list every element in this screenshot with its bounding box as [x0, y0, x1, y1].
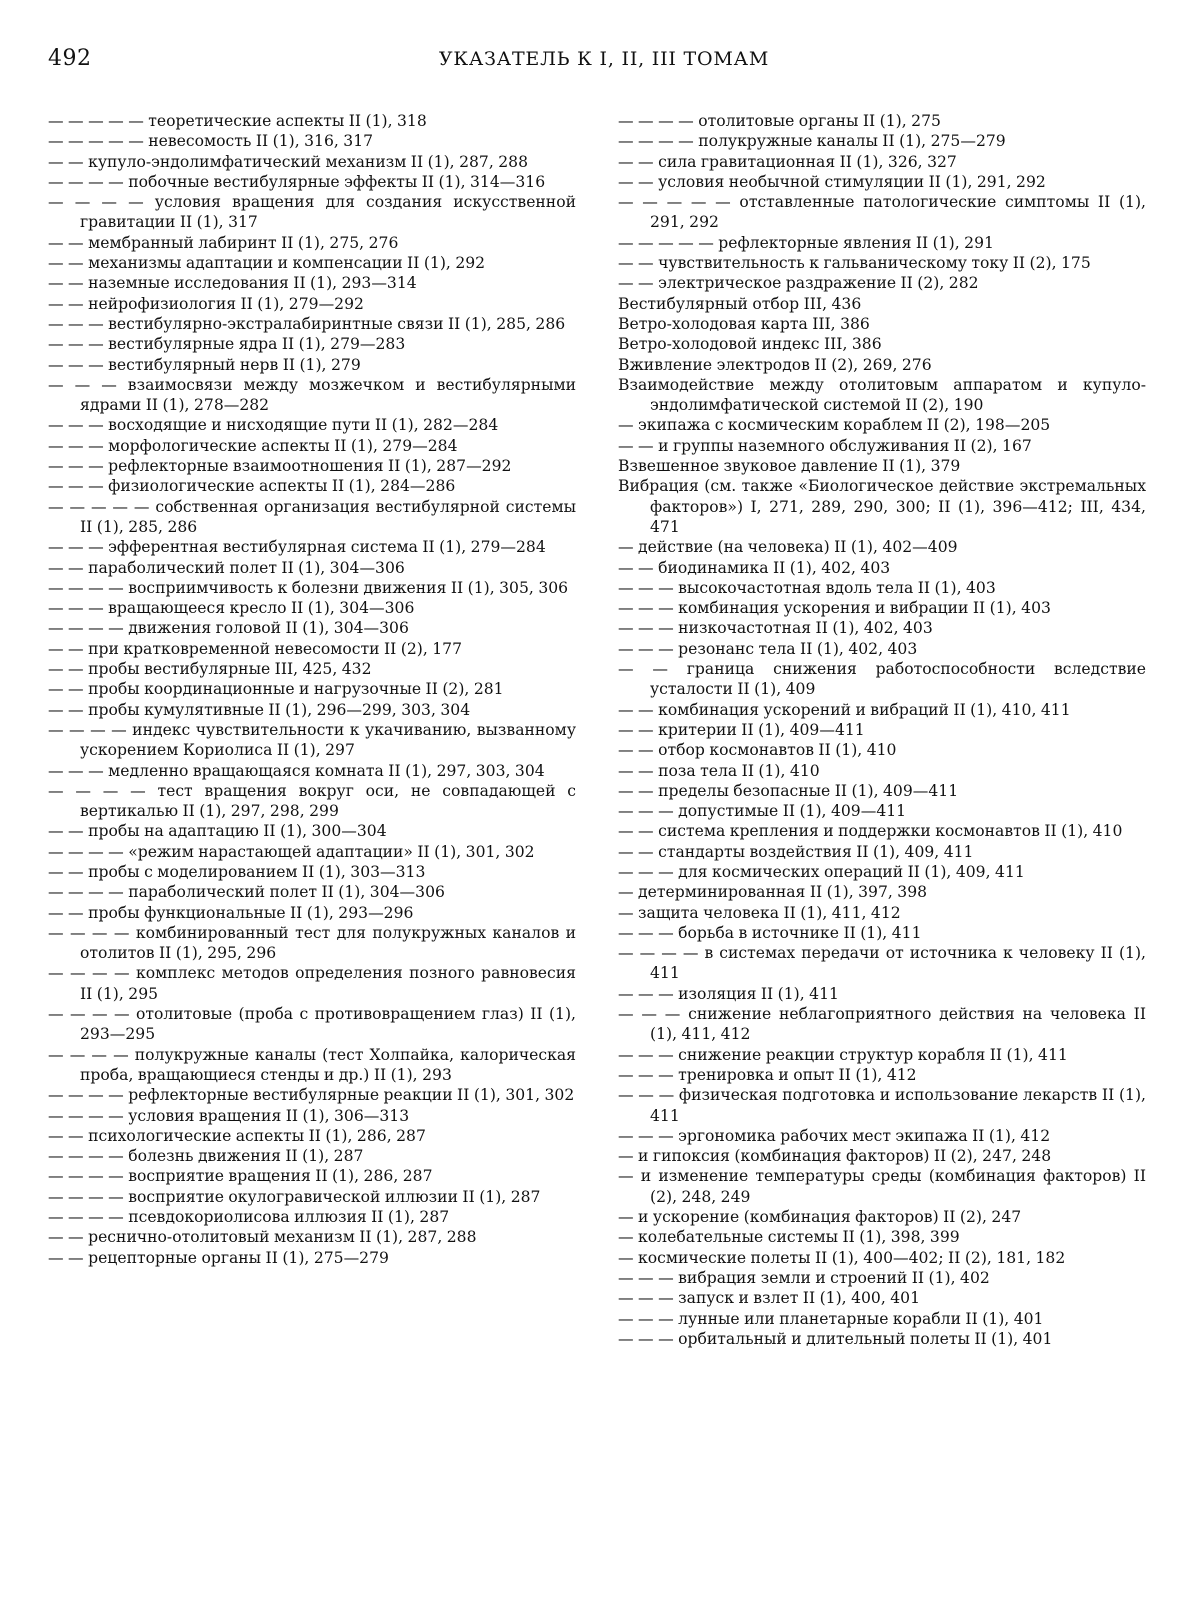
index-entry: — — — — полукружные каналы (тест Холпайка, калорическая проба, вращающиеся стенды и др.) II (1), 293: [48, 1045, 576, 1084]
index-entry: — — биодинамика II (1), 402, 403: [618, 558, 891, 577]
index-entry: Ветро-холодовая карта III, 386: [618, 314, 870, 333]
index-entry: — — — — восприятие вращения II (1), 286, 287: [48, 1167, 433, 1186]
index-entry: — — — вестибулярные ядра II (1), 279—283: [48, 335, 406, 354]
index-entry: — — — снижение реакции структур корабля II (1), 411: [618, 1045, 1068, 1064]
index-entry: — — — — — отставленные патологические симптомы II (1), 291, 292: [618, 193, 1146, 232]
index-entry: — — — тренировка и опыт II (1), 412: [618, 1065, 917, 1084]
index-entry: — — — вестибулярно-экстралабиринтные связи II (1), 285, 286: [48, 314, 566, 333]
index-entry: — — пробы на адаптацию II (1), 300—304: [48, 822, 387, 841]
index-entry: — — — рефлекторные взаимоотношения II (1), 287—292: [48, 457, 512, 476]
index-entry: — — — лунные или планетарные корабли II (1), 401: [618, 1309, 1044, 1328]
index-entry: — — — — условия вращения II (1), 306—313: [48, 1106, 410, 1125]
index-entry: — — — вестибулярный нерв II (1), 279: [48, 355, 361, 374]
index-entry: Вестибулярный отбор III, 436: [618, 294, 862, 313]
index-entry: — — — — — рефлекторные явления II (1), 291: [618, 233, 994, 252]
index-entry: — — — взаимосвязи между мозжечком и вестибулярными ядрами II (1), 278—282: [48, 375, 576, 415]
index-entry: — — пробы функциональные II (1), 293—296: [48, 903, 414, 922]
index-entry: — — чувствительность к гальваническому току II (2), 175: [618, 254, 1091, 273]
index-entry: — — — — — теоретические аспекты II (1), 318: [48, 112, 427, 130]
index-entry: — колебательные системы II (1), 398, 399: [618, 1228, 960, 1247]
index-entry: — — — борьба в источнике II (1), 411: [618, 923, 922, 942]
index-entry: — — механизмы адаптации и компенсации II (1), 292: [48, 254, 486, 273]
index-entry: — — — для космических операций II (1), 409, 411: [618, 862, 1025, 881]
index-entry: — — — — в системах передачи от источника к человеку II (1), 411: [618, 944, 1146, 983]
index-entry: — — и группы наземного обслуживания II (2), 167: [618, 436, 1032, 455]
index-entry: — и ускорение (комбинация факторов) II (2), 247: [618, 1208, 1022, 1227]
index-entry: — — — — болезнь движения II (1), 287: [48, 1147, 364, 1166]
index-entry: — детерминированная II (1), 397, 398: [618, 883, 928, 902]
index-entry: — — сила гравитационная II (1), 326, 327: [618, 152, 957, 171]
index-entry: — — — физическая подготовка и использование лекарств II (1), 411: [618, 1086, 1146, 1125]
index-entry: — — нейрофизиология II (1), 279—292: [48, 294, 364, 313]
index-entry: — — пределы безопасные II (1), 409—411: [618, 781, 959, 800]
index-entry: — — — восходящие и нисходящие пути II (1), 282—284: [48, 416, 499, 435]
index-entry: — защита человека II (1), 411, 412: [618, 903, 901, 922]
index-entry: — — — высокочастотная вдоль тела II (1), 403: [618, 578, 996, 597]
index-entry: — — — — «режим нарастающей адаптации» II (1), 301, 302: [48, 842, 535, 861]
index-entry: — и гипоксия (комбинация факторов) II (2), 247, 248: [618, 1147, 1052, 1166]
index-entry: — — — — — собственная организация вестибулярной системы II (1), 285, 286: [48, 497, 576, 536]
index-column-right: [618, 111, 1146, 1349]
index-entry: — — наземные исследования II (1), 293—314: [48, 274, 417, 293]
index-entry: — — — изоляция II (1), 411: [618, 984, 839, 1003]
index-entry: — — критерии II (1), 409—411: [618, 720, 865, 739]
index-entry: — — — орбитальный и длительный полеты II (1), 401: [618, 1329, 1053, 1348]
index-entry: — — — морфологические аспекты II (1), 279—284: [48, 436, 458, 455]
index-entry: — — мембранный лабиринт II (1), 275, 276: [48, 233, 399, 252]
index-entry: — — — эфферентная вестибулярная система II (1), 279—284: [48, 538, 546, 557]
index-entry: — экипажа с космическим кораблем II (2), 198—205: [618, 416, 1051, 435]
index-entry: — — пробы с моделированием II (1), 303—313: [48, 862, 426, 881]
index-entry: — — — комбинация ускорения и вибрации II (1), 403: [618, 599, 1051, 618]
index-entry: — — — резонанс тела II (1), 402, 403: [618, 639, 918, 658]
index-entry: — — рецепторные органы II (1), 275—279: [48, 1248, 389, 1267]
index-entry: — — — низкочастотная II (1), 402, 403: [618, 619, 933, 638]
index-entry: — — — эргономика рабочих мест экипажа II (1), 412: [618, 1126, 1051, 1145]
index-entry: — — — — полукружные каналы II (1), 275—279: [618, 132, 1006, 151]
index-entry: — — — — условия вращения для создания искусственной гравитации II (1), 317: [48, 193, 576, 232]
index-entry: — — — снижение неблагоприятного действия на человека II (1), 411, 412: [618, 1005, 1146, 1044]
index-entry: — — электрическое раздражение II (2), 282: [618, 274, 979, 293]
running-title: УКАЗАТЕЛЬ К I, II, III ТОМАМ: [438, 48, 770, 70]
index-entry: — — — вибрация земли и строений II (1), 402: [618, 1268, 990, 1287]
index-entry: — — отбор космонавтов II (1), 410: [618, 741, 897, 760]
index-entry: — — — — восприимчивость к болезни движения II (1), 305, 306: [48, 578, 569, 597]
index-entry: Ветро-холодовой индекс III, 386: [618, 335, 882, 354]
index-entry: — — — — параболический полет II (1), 304—306: [48, 883, 445, 902]
index-entry: — — купуло-эндолимфатический механизм II (1), 287, 288: [48, 152, 529, 171]
index-entry: — — при кратковременной невесомости II (2), 177: [48, 639, 463, 658]
index-entry: — — — — индекс чувствительности к укачиванию, вызванному ускорением Кориолиса II (1), 297: [48, 720, 576, 760]
index-entry: — — стандарты воздействия II (1), 409, 411: [618, 842, 974, 861]
index-entry: — действие (на человека) II (1), 402—409: [618, 538, 958, 557]
index-entry: — космические полеты II (1), 400—402; II (2), 181, 182: [618, 1248, 1066, 1267]
index-entry: — — — — — невесомость II (1), 316, 317: [48, 132, 374, 151]
index-entry: — — — — отолитовые (проба с противовращением глаз) II (1), 293—295: [48, 1005, 576, 1044]
index-entry: — и изменение температуры среды (комбинация факторов) II (2), 248, 249: [618, 1167, 1146, 1206]
index-entry: — — граница снижения работоспособности вследствие усталости II (1), 409: [618, 660, 1146, 699]
index-entry: — — — — рефлекторные вестибулярные реакции II (1), 301, 302: [48, 1086, 575, 1105]
page-header: [48, 46, 1160, 76]
index-entry: — — — — восприятие окулогравической иллюзии II (1), 287: [48, 1187, 541, 1206]
index-entry: — — — физиологические аспекты II (1), 284—286: [48, 477, 456, 496]
index-entry: — — — — комплекс методов определения позного равновесия II (1), 295: [48, 964, 576, 1003]
index-entry: — — система крепления и поддержки космонавтов II (1), 410: [618, 822, 1123, 841]
index-entry: — — — — псевдокориолисова иллюзия II (1), 287: [48, 1208, 450, 1227]
index-entry: — — — — тест вращения вокруг оси, не совпадающей с вертикалью II (1), 297, 298, 299: [48, 781, 576, 821]
index-entry: — — — запуск и взлет II (1), 400, 401: [618, 1289, 921, 1308]
index-entry: — — пробы вестибулярные III, 425, 432: [48, 660, 372, 679]
index-entry: — — пробы кумулятивные II (1), 296—299, 303, 304: [48, 700, 471, 719]
index-entry: — — — — комбинированный тест для полукружных каналов и отолитов II (1), 295, 296: [48, 923, 576, 963]
page-number: 492: [48, 46, 92, 71]
index-entry: — — реснично-отолитовый механизм II (1), 287, 288: [48, 1228, 477, 1247]
index-entry: Взвешенное звуковое давление II (1), 379: [618, 457, 961, 476]
index-entry: — — — — движения головой II (1), 304—306: [48, 619, 409, 638]
index-entry: Взаимодействие между отолитовым аппаратом и купуло-эндолимфатической системой II (2), 190: [618, 375, 1146, 415]
index-entry: — — психологические аспекты II (1), 286, 287: [48, 1126, 426, 1145]
index-entry: — — условия необычной стимуляции II (1), 291, 292: [618, 172, 1046, 191]
index-entry: — — комбинация ускорений и вибраций II (1), 410, 411: [618, 700, 1071, 719]
index-entry: — — пробы координационные и нагрузочные II (2), 281: [48, 680, 504, 699]
index-entry: — — — допустимые II (1), 409—411: [618, 802, 907, 821]
index-entry: — — — — побочные вестибулярные эффекты II (1), 314—316: [48, 172, 546, 191]
index-entry: Вживление электродов II (2), 269, 276: [618, 355, 932, 374]
index-entry: — — — медленно вращающаяся комната II (1), 297, 303, 304: [48, 761, 545, 780]
index-entry: — — поза тела II (1), 410: [618, 761, 820, 780]
index-column-left: [48, 111, 576, 1268]
index-entry: — — — вращающееся кресло II (1), 304—306: [48, 599, 415, 618]
index-entry: Вибрация (см. также «Биологическое действие экстремальных факторов») I, 271, 289, 290, 300; II (1), 396—412; III, 434, 471: [618, 477, 1146, 536]
index-entry: — — — — отолитовые органы II (1), 275: [618, 112, 941, 130]
index-entry: — — параболический полет II (1), 304—306: [48, 558, 405, 577]
